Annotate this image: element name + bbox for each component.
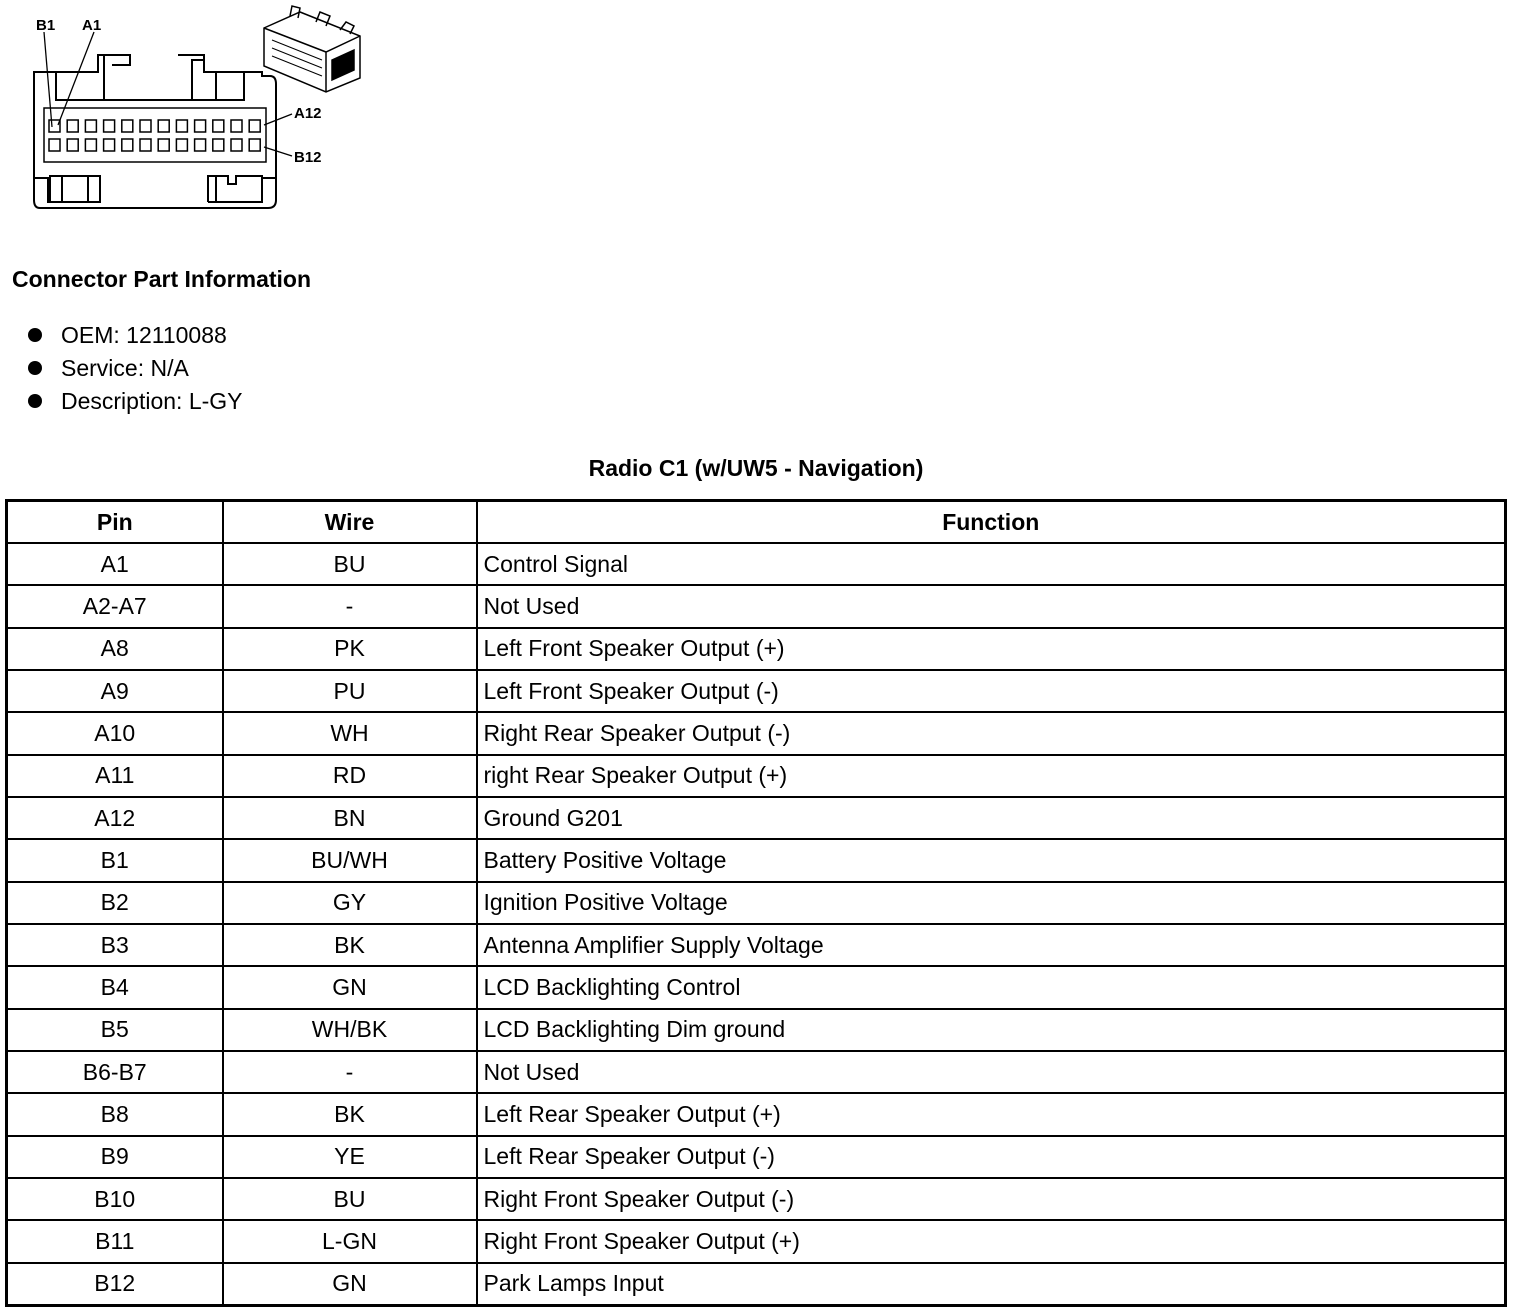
table-row <box>7 543 1506 585</box>
pin-cell: B8 <box>7 1093 223 1135</box>
label-a12: A12 <box>294 105 322 122</box>
pin-cell: B10 <box>7 1178 223 1220</box>
table-row <box>7 712 1506 754</box>
wire-cell: - <box>223 1051 477 1093</box>
pin-cavity <box>67 120 78 132</box>
wire-cell: WH <box>223 712 477 754</box>
function-cell: LCD Backlighting Dim ground <box>477 1009 1506 1051</box>
table-row <box>7 1136 1506 1178</box>
table-row <box>7 1051 1506 1093</box>
function-cell: Park Lamps Input <box>477 1263 1506 1306</box>
function-cell: Not Used <box>477 585 1506 627</box>
wire-cell: PU <box>223 670 477 712</box>
pin-cell: A12 <box>7 797 223 839</box>
wire-cell: L-GN <box>223 1220 477 1262</box>
pin-cavity <box>140 139 151 151</box>
wire-cell: BK <box>223 924 477 966</box>
wire-cell: GY <box>223 882 477 924</box>
table-row <box>7 924 1506 966</box>
pin-cell: A11 <box>7 755 223 797</box>
pin-cavity <box>249 139 260 151</box>
pin-cell: A2-A7 <box>7 585 223 627</box>
function-cell: Left Front Speaker Output (-) <box>477 670 1506 712</box>
wire-cell: GN <box>223 966 477 1008</box>
label-b1: B1 <box>36 17 56 34</box>
table-row <box>7 966 1506 1008</box>
table-row <box>7 882 1506 924</box>
header-function: Function <box>477 501 1506 544</box>
function-cell: Battery Positive Voltage <box>477 839 1506 881</box>
pin-cavity <box>176 120 187 132</box>
wire-cell: BK <box>223 1093 477 1135</box>
pin-cell: B6-B7 <box>7 1051 223 1093</box>
function-cell: Right Front Speaker Output (-) <box>477 1178 1506 1220</box>
pin-cavity <box>249 120 260 132</box>
wire-cell: YE <box>223 1136 477 1178</box>
wire-cell: WH/BK <box>223 1009 477 1051</box>
wire-cell: GN <box>223 1263 477 1306</box>
pin-cell: B3 <box>7 924 223 966</box>
connector-info-title: Connector Part Information <box>12 266 312 292</box>
function-cell: Left Front Speaker Output (+) <box>477 628 1506 670</box>
pin-cell: A8 <box>7 628 223 670</box>
wire-cell: BN <box>223 797 477 839</box>
pin-cavity <box>231 120 242 132</box>
wire-cell: - <box>223 585 477 627</box>
function-cell: Right Rear Speaker Output (-) <box>477 712 1506 754</box>
pin-cell: B2 <box>7 882 223 924</box>
table-row <box>7 1009 1506 1051</box>
pin-cavity <box>195 139 206 151</box>
table-caption: Radio C1 (w/UW5 - Navigation) <box>588 455 924 481</box>
pin-cavity <box>85 139 96 151</box>
table-row <box>7 1093 1506 1135</box>
wire-cell: RD <box>223 755 477 797</box>
pin-cell: B11 <box>7 1220 223 1262</box>
pin-cell: A1 <box>7 543 223 585</box>
pin-cell: B5 <box>7 1009 223 1051</box>
function-cell: LCD Backlighting Control <box>477 966 1506 1008</box>
function-cell: Not Used <box>477 1051 1506 1093</box>
pin-cavity <box>231 139 242 151</box>
pin-cavity <box>85 120 96 132</box>
table-row <box>7 839 1506 881</box>
pin-cell: B9 <box>7 1136 223 1178</box>
info-service-text: Service: N/A <box>61 355 189 381</box>
function-cell: Left Rear Speaker Output (-) <box>477 1136 1506 1178</box>
table-row <box>7 1263 1506 1306</box>
wire-cell: BU/WH <box>223 839 477 881</box>
pin-cell: B1 <box>7 839 223 881</box>
header-pin: Pin <box>7 501 223 544</box>
pin-cavity <box>49 120 60 132</box>
pin-cavity <box>213 139 224 151</box>
header-wire: Wire <box>223 501 477 544</box>
table-row <box>7 585 1506 627</box>
pin-cavity <box>213 120 224 132</box>
pin-cell: B12 <box>7 1263 223 1306</box>
pin-cavity <box>140 120 151 132</box>
pin-cavity <box>122 139 133 151</box>
info-oem-text: OEM: 12110088 <box>61 322 227 348</box>
function-cell: Control Signal <box>477 543 1506 585</box>
pin-cell: B4 <box>7 966 223 1008</box>
label-a1: A1 <box>82 17 102 34</box>
table-row <box>7 797 1506 839</box>
pin-cell: A10 <box>7 712 223 754</box>
pin-cavity <box>158 139 169 151</box>
connector-diagram <box>0 0 400 220</box>
function-cell: Ground G201 <box>477 797 1506 839</box>
pin-cavity <box>195 120 206 132</box>
table-row <box>7 1178 1506 1220</box>
bullet-icon <box>28 394 42 408</box>
label-b12: B12 <box>294 149 322 166</box>
table-row <box>7 755 1506 797</box>
pin-cell: A9 <box>7 670 223 712</box>
bullet-icon <box>28 361 42 375</box>
pin-cavity <box>104 120 115 132</box>
table-row <box>7 628 1506 670</box>
pin-cavity <box>104 139 115 151</box>
table-header-row <box>7 501 1506 544</box>
pin-cavity <box>122 120 133 132</box>
connector-3d-view <box>264 6 360 92</box>
table-row <box>7 1220 1506 1262</box>
function-cell: right Rear Speaker Output (+) <box>477 755 1506 797</box>
pinout-table <box>5 499 1507 1307</box>
pin-cavity <box>176 139 187 151</box>
table-row <box>7 670 1506 712</box>
function-cell: Left Rear Speaker Output (+) <box>477 1093 1506 1135</box>
info-description-text: Description: L-GY <box>61 388 243 414</box>
wire-cell: BU <box>223 1178 477 1220</box>
pin-cavity <box>49 139 60 151</box>
bullet-icon <box>28 328 42 342</box>
function-cell: Ignition Positive Voltage <box>477 882 1506 924</box>
pin-cavity <box>67 139 78 151</box>
function-cell: Right Front Speaker Output (+) <box>477 1220 1506 1262</box>
wire-cell: PK <box>223 628 477 670</box>
function-cell: Antenna Amplifier Supply Voltage <box>477 924 1506 966</box>
pin-cavity <box>158 120 169 132</box>
wire-cell: BU <box>223 543 477 585</box>
